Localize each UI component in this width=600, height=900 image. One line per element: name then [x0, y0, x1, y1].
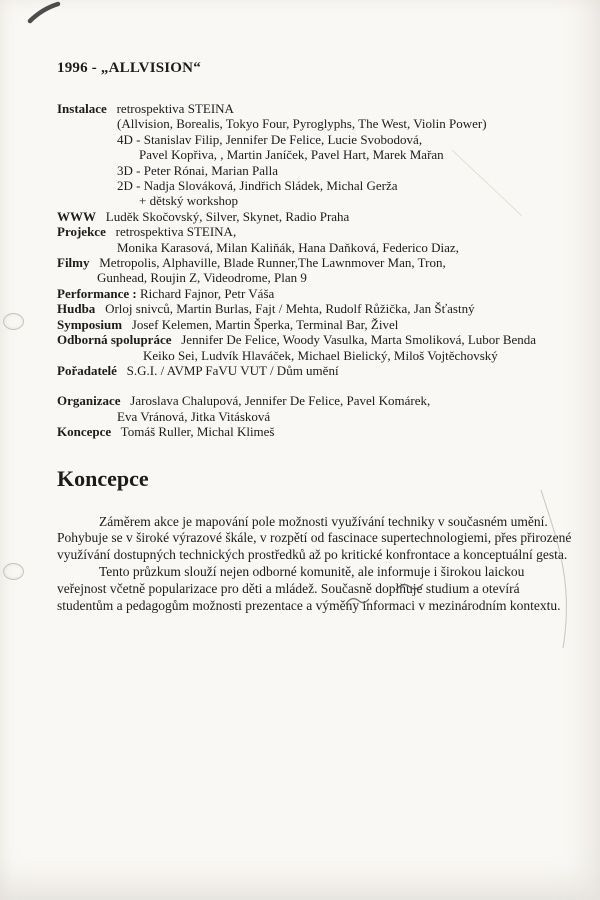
credit-text: Josef Kelemen, Martin Šperka, Terminal Bar, Živel	[122, 316, 399, 332]
credit-line	[57, 132, 572, 147]
credit-line	[57, 378, 572, 393]
credit-text: Monika Karasová, Milan Kaliňák, Hana Daňková, Federico Diaz,	[117, 239, 459, 255]
credit-text: Luděk Skočovský, Silver, Skynet, Radio Praha	[96, 208, 350, 224]
credit-text: Pavel Kopřiva, , Martin Janíček, Pavel Hart, Marek Mařan	[139, 147, 444, 163]
credit-line	[57, 147, 572, 162]
credit-label: Organizace	[57, 393, 121, 409]
credit-text: Keiko Sei, Ludvík Hlaváček, Michael Bielický, Miloš Vojtěchovský	[143, 347, 498, 363]
credit-label: Symposium	[57, 316, 123, 332]
concept-paragraphs	[57, 514, 573, 615]
credit-line	[57, 363, 572, 378]
credit-text: Richard Fajnor, Petr Váša	[136, 285, 275, 301]
document-title: 1996 - „ALLVISION“	[57, 60, 201, 76]
credit-line	[57, 163, 572, 178]
credit-line	[57, 255, 572, 270]
credit-label: Pořadatelé	[57, 362, 117, 378]
credit-text: Jennifer De Felice, Woody Vasulka, Marta Smoliková, Lubor Benda	[171, 332, 537, 348]
credit-line	[57, 193, 572, 208]
credit-label: WWW	[57, 208, 96, 224]
credit-text: S.G.I. / AVMP FaVU VUT / Dům umění	[116, 362, 339, 378]
credit-line	[57, 348, 572, 363]
credit-line	[57, 393, 572, 408]
credit-text: retrospektiva STEINA,	[105, 224, 237, 240]
credit-label: Hudba	[57, 301, 96, 317]
credit-label: Instalace	[57, 101, 107, 116]
credit-line	[57, 286, 572, 301]
credit-line	[57, 240, 572, 255]
punch-hole-bottom	[3, 563, 24, 580]
corner-fold-mark	[30, 4, 58, 21]
credit-text: Gunhead, Roujin Z, Videodrome, Plan 9	[97, 270, 307, 286]
credit-text: 3D - Peter Rónai, Marian Palla	[117, 162, 279, 178]
credit-line	[57, 332, 572, 347]
credit-text: Tomáš Ruller, Michal Klimeš	[111, 424, 275, 440]
credit-line	[57, 224, 572, 239]
credits-list	[57, 101, 572, 440]
credit-label: Projekce	[57, 224, 106, 240]
credit-line	[57, 424, 572, 439]
credit-label: Koncepce	[57, 424, 112, 440]
concept-paragraph: Záměrem akce je mapování pole možnosti využívání techniky v současném umění. Pohybuje se v široké výrazové škále, v rozpětí od fascinace supertechnologiemi, přes přirozené využívání dostupných technických prostředků až po kritické konfrontace a konceptuální gesta.	[57, 513, 572, 563]
concept-paragraph: Tento průzkum slouží nejen odborné komunitě, ale informuje i širokou laickou veřejnost včetně popularizace pro děti a mládež. Současně doplňuje studium a otevírá studentům a pedagogům možnosti prezentace a výměny informaci v mezinárodním kontextu.	[57, 563, 561, 613]
credit-line	[57, 101, 572, 116]
punch-hole-top	[3, 313, 24, 330]
credit-line	[57, 317, 572, 332]
credit-text: Orloj snivců, Martin Burlas, Fajt / Mehta, Rudolf Růžička, Jan Šťastný	[95, 301, 475, 317]
credit-label: Filmy	[57, 255, 90, 271]
credit-line	[57, 178, 572, 193]
credit-line	[57, 301, 572, 316]
credit-text: Jaroslava Chalupová, Jennifer De Felice, Pavel Komárek,	[120, 393, 431, 409]
credit-text: 2D - Nadja Slováková, Jindřich Sládek, Michal Gerža	[117, 178, 398, 194]
credit-text: Metropolis, Alphaville, Blade Runner,The Lawnmover Man, Tron,	[89, 255, 446, 271]
credit-text: + dětský workshop	[139, 193, 239, 209]
credit-text: Eva Vránová, Jitka Vitásková	[117, 408, 271, 424]
credit-text: 4D - Stanislav Filip, Jennifer De Felice, Lucie Svobodová,	[117, 131, 423, 147]
credit-line	[57, 209, 572, 224]
credit-line	[57, 270, 572, 285]
credit-text: (Allvision, Borealis, Tokyo Four, Pyroglyphs, The West, Violin Power)	[117, 116, 487, 132]
credit-label: Performance :	[57, 285, 137, 301]
credit-text: retrospektiva STEINA	[106, 101, 234, 116]
credit-line	[57, 116, 572, 131]
section-heading: Koncepce	[57, 465, 149, 491]
credit-label: Odborná spolupráce	[57, 332, 172, 348]
credit-line	[57, 409, 572, 424]
